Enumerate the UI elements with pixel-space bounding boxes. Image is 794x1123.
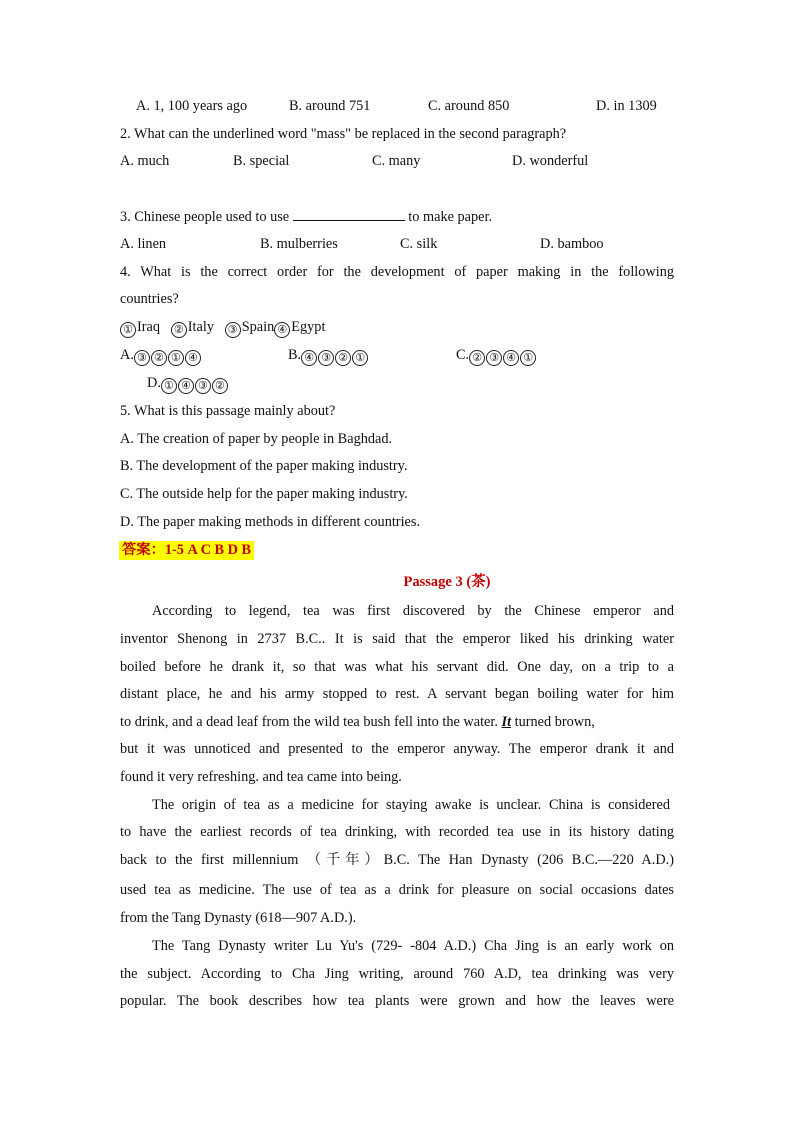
passage-p2-line: The origin of tea as a medicine for staying awake is unclear. China is considered [152, 797, 670, 813]
q4-option-b: B. ④ ③ ② ① [288, 346, 369, 366]
q4-question-line2: countries? [120, 291, 179, 307]
q3-option-b: B. mulberries [260, 236, 338, 252]
q1-option-b: B. around 751 [289, 98, 371, 114]
q5-option-b: B. The development of the paper making industry. [120, 458, 408, 474]
q3-option-c: C. silk [400, 236, 438, 252]
passage-p3-line: The Tang Dynasty writer Lu Yu's (729- -804 A.D.) Cha Jing is an early work on [152, 938, 674, 954]
passage-p1-line: found it very refreshing. and tea came into being. [120, 769, 402, 785]
q3-option-d: D. bamboo [540, 236, 604, 252]
q1-option-a: A. 1, 100 years ago [136, 98, 248, 114]
q2-question: 2. What can the underlined word "mass" be replaced in the second paragraph? [120, 126, 567, 142]
q2-option-c: C. many [372, 153, 421, 169]
passage-p1-line: inventor Shenong in 2737 B.C.. It is said that the emperor liked his drinking water [120, 631, 674, 647]
passage-p1-line: but it was unnoticed and presented to the emperor anyway. The emperor drank it and [120, 741, 674, 757]
q1-option-c: C. around 850 [428, 98, 510, 114]
passage-title: Passage 3 (茶) [403, 574, 491, 590]
q4-option-a: A. ③ ② ① ④ [120, 346, 202, 366]
passage-p2-line: to have the earliest records of tea drinking, with recorded tea use in its history dating [120, 824, 674, 840]
q2-option-d: D. wonderful [512, 153, 589, 169]
underlined-it: It [501, 714, 512, 730]
passage-p1-line: boiled before he drank it, so that was what his servant did. One day, on a trip to a [120, 659, 674, 675]
passage-p1-line: to drink, and a dead leaf from the wild tea bush fell into the water. It turned brown, [120, 714, 595, 730]
passage-p1-line: distant place, he and his army stopped to rest. A servant began boiling water for him [120, 686, 674, 702]
q4-option-c: C. ② ③ ④ ① [456, 346, 537, 366]
q3-option-a: A. linen [120, 236, 167, 252]
q5-option-d: D. The paper making methods in different countries. [120, 514, 421, 530]
q4-question-line1: 4. What is the correct order for the development of paper making in the following [120, 264, 674, 280]
passage-p2-line: used tea as medicine. The use of tea as a drink for pleasure on social occasions dates [120, 882, 674, 898]
q2-option-b: B. special [233, 153, 290, 169]
q5-option-a: A. The creation of paper by people in Baghdad. [120, 431, 393, 447]
q1-option-d: D. in 1309 [596, 98, 657, 114]
q2-underlined-word: mass [316, 126, 346, 142]
answer-blank [293, 207, 405, 221]
passage-p1-line: According to legend, tea was first discovered by the Chinese emperor and [152, 603, 674, 619]
q5-option-c: C. The outside help for the paper making industry. [120, 486, 408, 502]
passage-p3-line: the subject. According to Cha Jing writing, around 760 A.D, tea drinking was very [120, 966, 674, 982]
q3-question: 3. Chinese people used to use to make paper. [120, 209, 493, 225]
passage-p3-line: popular. The book describes how tea plants were grown and how the leaves were [120, 993, 674, 1009]
q2-option-a: A. much [120, 153, 170, 169]
q4-option-d: D. ① ④ ③ ② [147, 374, 229, 394]
passage-p2-line: from the Tang Dynasty (618—907 A.D.). [120, 910, 357, 926]
passage-p2-line: back to the first millennium （千年）B.C. The Han Dynasty (206 B.C.—220 A.D.) [120, 852, 674, 868]
q4-countries: ① Iraq ② Italy ③ Spain ④ Egypt [120, 318, 325, 338]
answer-key: 答案：1-5 A C B D B [119, 541, 254, 560]
q5-question: 5. What is this passage mainly about? [120, 403, 336, 419]
